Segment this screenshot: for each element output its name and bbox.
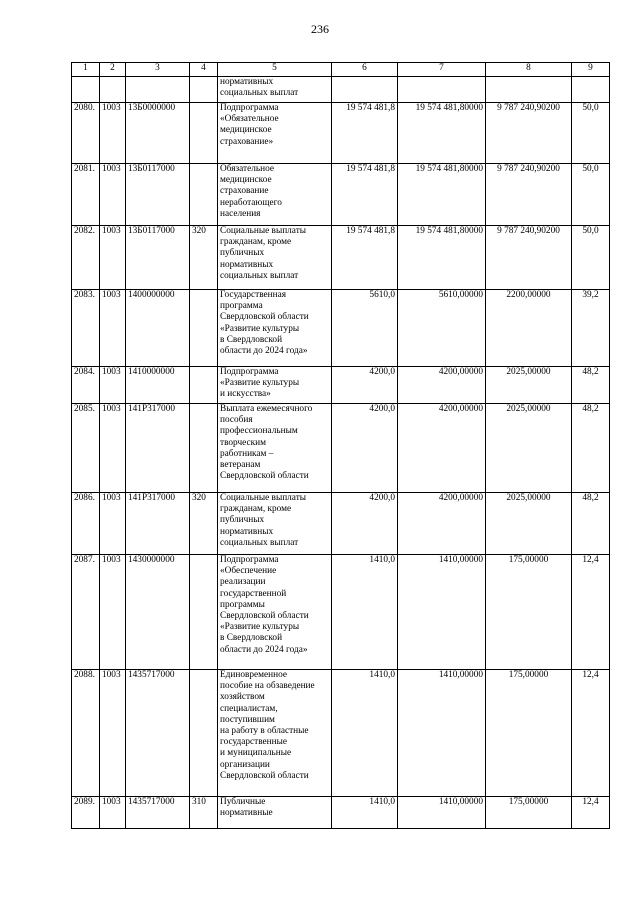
expense-type-code [190,404,218,493]
row-number: 2089. [72,797,100,829]
expense-type-code [190,367,218,404]
approved-amount: 19 574 481,80000 [398,164,486,226]
item-name: Подпрограмма «Развитие культуры и искусства» [218,367,332,404]
row-number: 2081. [72,164,100,226]
section-code: 1003 [100,797,126,829]
section-code: 1003 [100,670,126,797]
planned-amount: 1410,0 [332,797,398,829]
approved-amount: 19 574 481,80000 [398,103,486,164]
table-body [72,77,610,829]
planned-amount: 5610,0 [332,290,398,367]
column-header-2: 2 [100,63,126,77]
approved-amount [398,77,486,103]
section-code: 1003 [100,555,126,670]
target-article-code: 1435717000 [126,797,190,829]
table-row [72,226,610,290]
execution-percent: 48,2 [572,367,610,404]
row-number: 2088. [72,670,100,797]
planned-amount: 19 574 481,8 [332,103,398,164]
section-code: 1003 [100,493,126,555]
section-code: 1003 [100,103,126,164]
item-name: Подпрограмма «Обязательное медицинское страхование» [218,103,332,164]
expense-type-code: 320 [190,493,218,555]
approved-amount: 19 574 481,80000 [398,226,486,290]
row-number: 2083. [72,290,100,367]
approved-amount: 4200,00000 [398,367,486,404]
item-name: Единовременное пособие на обзаведение хозяйством специалистам, поступившим на работу в областные государственные и муниципальные организации Свердловской области [218,670,332,797]
execution-percent: 50,0 [572,103,610,164]
approved-amount: 5610,00000 [398,290,486,367]
table-row [72,290,610,367]
column-header-1: 1 [72,63,100,77]
executed-amount: 175,00000 [486,555,572,670]
expense-type-code [190,555,218,670]
table-row [72,164,610,226]
execution-percent: 50,0 [572,164,610,226]
section-code: 1003 [100,367,126,404]
table-row [72,493,610,555]
planned-amount: 4200,0 [332,367,398,404]
target-article-code: 13Б0117000 [126,226,190,290]
execution-percent: 48,2 [572,493,610,555]
table-row [72,103,610,164]
planned-amount: 19 574 481,8 [332,164,398,226]
table-row [72,797,610,829]
budget-table [71,62,610,829]
item-name: Социальные выплаты гражданам, кроме публичных нормативных социальных выплат [218,493,332,555]
target-article-code: 141Р317000 [126,404,190,493]
row-number: 2086. [72,493,100,555]
column-header-4: 4 [190,63,218,77]
section-code: 1003 [100,226,126,290]
row-number: 2085. [72,404,100,493]
section-code [100,77,126,103]
item-name: Государственная программа Свердловской области «Развитие культуры в Свердловской области до 2024 года» [218,290,332,367]
executed-amount: 2025,00000 [486,404,572,493]
execution-percent [572,77,610,103]
table-row [72,77,610,103]
executed-amount: 2200,00000 [486,290,572,367]
planned-amount: 4200,0 [332,493,398,555]
execution-percent: 12,4 [572,670,610,797]
executed-amount: 9 787 240,90200 [486,226,572,290]
target-article-code: 13Б0117000 [126,164,190,226]
planned-amount: 1410,0 [332,670,398,797]
target-article-code: 13Б0000000 [126,103,190,164]
approved-amount: 4200,00000 [398,493,486,555]
target-article-code [126,77,190,103]
table-row [72,404,610,493]
execution-percent: 50,0 [572,226,610,290]
approved-amount: 1410,00000 [398,797,486,829]
executed-amount: 175,00000 [486,670,572,797]
executed-amount: 2025,00000 [486,367,572,404]
table-row [72,367,610,404]
execution-percent: 39,2 [572,290,610,367]
executed-amount: 175,00000 [486,797,572,829]
column-header-9: 9 [572,63,610,77]
column-header-7: 7 [398,63,486,77]
expense-type-code: 320 [190,226,218,290]
expense-type-code [190,290,218,367]
approved-amount: 4200,00000 [398,404,486,493]
approved-amount: 1410,00000 [398,670,486,797]
column-header-5: 5 [218,63,332,77]
row-number: 2082. [72,226,100,290]
approved-amount: 1410,00000 [398,555,486,670]
row-number: 2080. [72,103,100,164]
row-number [72,77,100,103]
item-name: Публичные нормативные [218,797,332,829]
target-article-code: 1435717000 [126,670,190,797]
target-article-code: 1400000000 [126,290,190,367]
execution-percent: 12,4 [572,555,610,670]
section-code: 1003 [100,164,126,226]
column-header-6: 6 [332,63,398,77]
target-article-code: 1430000000 [126,555,190,670]
target-article-code: 1410000000 [126,367,190,404]
item-name: Социальные выплаты гражданам, кроме публичных нормативных социальных выплат [218,226,332,290]
expense-type-code [190,670,218,797]
expense-type-code [190,103,218,164]
page-number: 236 [311,22,329,36]
executed-amount: 9 787 240,90200 [486,103,572,164]
planned-amount: 4200,0 [332,404,398,493]
section-code: 1003 [100,404,126,493]
execution-percent: 12,4 [572,797,610,829]
column-header-8: 8 [486,63,572,77]
row-number: 2087. [72,555,100,670]
planned-amount: 19 574 481,8 [332,226,398,290]
item-name: Подпрограмма «Обеспечение реализации государственной программы Свердловской области «Развитие культуры в Свердловской области до 2024 года» [218,555,332,670]
expense-type-code [190,77,218,103]
table-row [72,670,610,797]
target-article-code: 141Р317000 [126,493,190,555]
executed-amount [486,77,572,103]
section-code: 1003 [100,290,126,367]
planned-amount [332,77,398,103]
item-name: Выплата ежемесячного пособия профессиональным творческим работникам – ветеранам Свердловской области [218,404,332,493]
expense-type-code: 310 [190,797,218,829]
table-row [72,555,610,670]
execution-percent: 48,2 [572,404,610,493]
row-number: 2084. [72,367,100,404]
executed-amount: 9 787 240,90200 [486,164,572,226]
column-header-3: 3 [126,63,190,77]
item-name: нормативных социальных выплат [218,77,332,103]
header-row [72,63,610,77]
expense-type-code [190,164,218,226]
planned-amount: 1410,0 [332,555,398,670]
item-name: Обязательное медицинское страхование неработающего населения [218,164,332,226]
executed-amount: 2025,00000 [486,493,572,555]
